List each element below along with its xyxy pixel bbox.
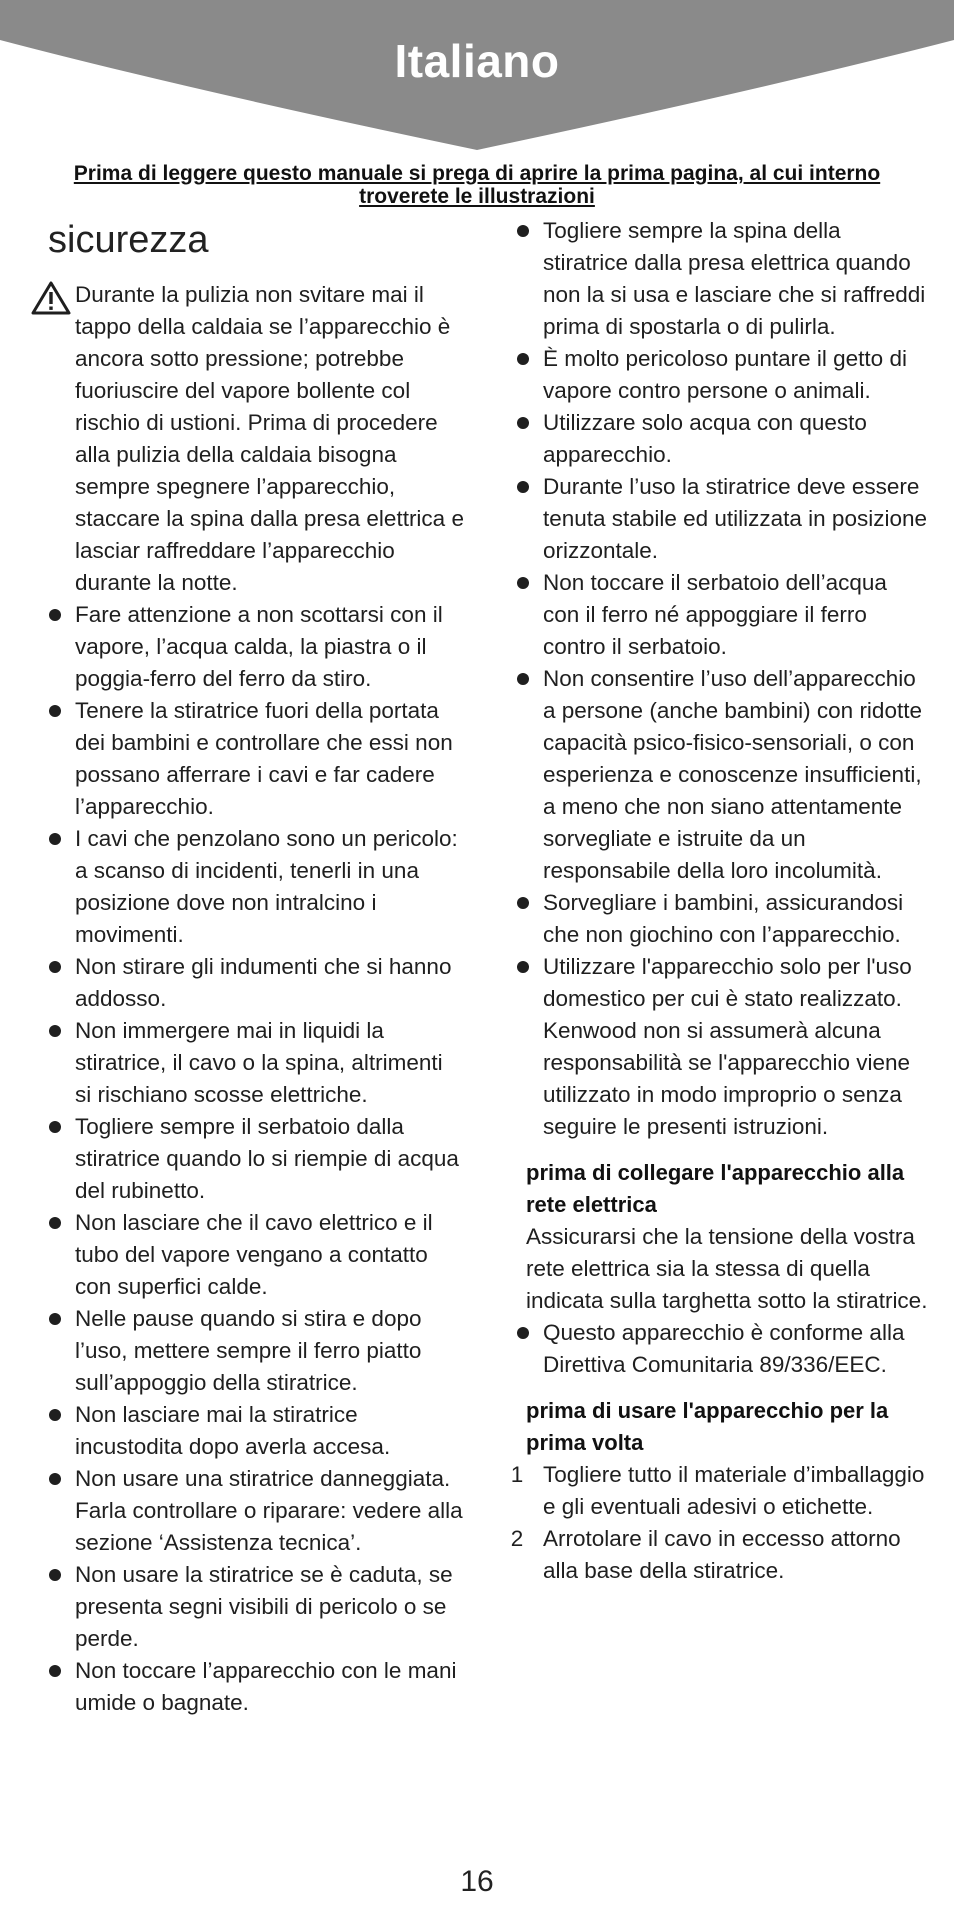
left-column — [30, 215, 464, 1719]
numbered-step — [498, 1459, 928, 1523]
list-item: È molto pericoloso puntare il getto di vapore contro persone o animali. — [543, 346, 907, 403]
page-title: Italiano — [394, 35, 560, 87]
numbered-step — [498, 1523, 928, 1587]
list-item: Durante l’uso la stiratrice deve essere tenuta stabile ed utilizzata in posizione orizzontale. — [543, 474, 927, 563]
illustrations-notice: Prima di leggere questo manuale si prega di aprire la prima pagina, al cui interno troverete le illustrazioni — [73, 162, 881, 208]
list-item: Nelle pause quando si stira e dopo l’uso, mettere sempre il ferro piatto sull’appoggio della stiratrice. — [75, 1306, 422, 1395]
list-item: I cavi che penzolano sono un pericolo: a scanso di incidenti, tenerli in una posizione dove non intralcino i movimenti. — [75, 826, 458, 947]
list-item: Togliere sempre il serbatoio dalla stiratrice quando lo si riempie di acqua del rubinetto. — [75, 1114, 459, 1203]
list-item: Utilizzare solo acqua con questo apparecchio. — [543, 410, 867, 467]
list-item: Sorvegliare i bambini, assicurandosi che non giochino con l’apparecchio. — [543, 890, 904, 947]
section-title-sicurezza: sicurezza — [48, 219, 209, 261]
list-item: Non toccare l’apparecchio con le mani umide o bagnate. — [75, 1658, 457, 1715]
list-item: Togliere sempre la spina della stiratrice dalla presa elettrica quando non la si usa e lasciare che si raffreddi prima di spostarla o di pulirla. — [543, 218, 926, 339]
step-text: Arrotolare il cavo in eccesso attorno alla base della stiratrice. — [543, 1526, 901, 1583]
connect-paragraph: Assicurarsi che la tensione della vostra rete elettrica sia la stessa di quella indicata sulla targhetta sotto la stiratrice. — [526, 1224, 928, 1313]
step-number: 1 — [510, 1462, 524, 1487]
subheading-first-use: prima di usare l'apparecchio per la prima volta — [526, 1398, 889, 1455]
warning-item — [30, 279, 464, 599]
list-item: Fare attenzione a non scottarsi con il vapore, l’acqua calda, la piastra o il poggia-ferro del ferro da stiro. — [75, 602, 443, 691]
warning-triangle-icon — [31, 281, 71, 315]
step-number: 2 — [510, 1526, 524, 1551]
step-text: Togliere tutto il materiale d’imballaggio e gli eventuali adesivi o etichette. — [543, 1462, 925, 1519]
list-item: Non lasciare che il cavo elettrico e il tubo del vapore vengano a contatto con superfici calde. — [75, 1210, 433, 1299]
list-item: Non toccare il serbatoio dell’acqua con il ferro né appoggiare il ferro contro il serbatoio. — [543, 570, 887, 659]
list-item: Questo apparecchio è conforme alla Direttiva Comunitaria 89/336/EEC. — [543, 1320, 905, 1377]
warning-text: Durante la pulizia non svitare mai il tappo della caldaia se l’apparecchio è ancora sotto pressione; potrebbe fuoriuscire del vapore bollente col rischio di ustioni. Prima di procedere alla pulizia della caldaia bisogna sempre spegnere l’apparecchio, staccare la spina dalla presa elettrica e lasciar raffreddare l’apparecchio durante la notte. — [75, 282, 464, 595]
list-item: Non lasciare mai la stiratrice incustodita dopo averla accesa. — [75, 1402, 391, 1459]
page-number: 16 — [460, 1865, 494, 1898]
list-item: Non usare la stiratrice se è caduta, se presenta segni visibili di pericolo o se perde. — [75, 1562, 453, 1651]
right-column — [498, 215, 928, 1587]
list-item: Tenere la stiratrice fuori della portata dei bambini e controllare che essi non possano afferrare i cavi e far cadere l’apparecchio. — [75, 698, 453, 819]
list-item: Non stirare gli indumenti che si hanno addosso. — [75, 954, 452, 1011]
list-item: Non consentire l’uso dell’apparecchio a persone (anche bambini) con ridotte capacità psico-fisico-sensoriali, o con esperienza e conoscenze insufficienti, a meno che non siano attentamente sorvegliate e istruite da un responsabile della loro incolumità. — [543, 666, 922, 883]
list-item: Non usare una stiratrice danneggiata. Farla controllare o riparare: vedere alla sezione ‘Assistenza tecnica’. — [75, 1466, 463, 1555]
list-item: Utilizzare l'apparecchio solo per l'uso domestico per cui è stato realizzato. Kenwood non si assumerà alcuna responsabilità se l'apparecchio viene utilizzato in modo improprio o senza seguire le presenti istruzioni. — [543, 954, 912, 1139]
language-header — [0, 0, 954, 160]
subheading-connect: prima di collegare l'apparecchio alla rete elettrica — [526, 1160, 905, 1217]
list-item: Non immergere mai in liquidi la stiratrice, il cavo o la spina, altrimenti si rischiano scosse elettriche. — [75, 1018, 443, 1107]
